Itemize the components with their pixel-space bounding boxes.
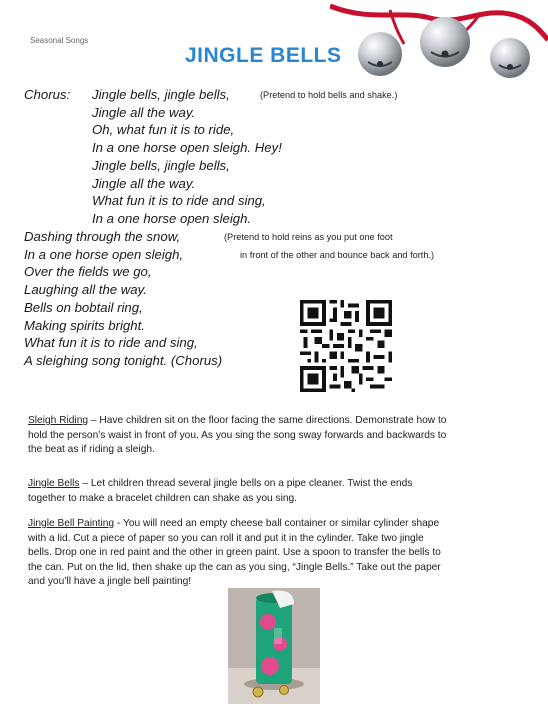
jingle-bells-illustration [330,0,548,80]
chorus-line-2: Jingle all the way. [92,104,196,120]
activity-text: together to make a bracelet children can shake as you sing. [28,492,297,504]
page-title: JINGLE BELLS [185,44,342,67]
chorus-line-6: Jingle all the way. [92,175,196,191]
activity-heading: Sleigh Riding [28,415,89,426]
activity-text: - You will need an empty cheese ball container or similar cylinder shape [114,518,440,529]
verse-line-4: Laughing all the way. [24,282,147,298]
activity-text: and you’ll have a jingle bell painting! [28,576,192,588]
verse-line-6: Making spirits bright. [24,317,145,333]
chorus-line-5: Jingle bells, jingle bells, [92,157,230,173]
activity-heading: Jingle Bells [28,478,80,489]
activity-text: with a lid. Cut a piece of paper so you can roll it and put it in the cylinder. Take two jingle [28,532,424,544]
activity-jingle-bells [28,477,528,506]
activity-heading: Jingle Bell Painting [28,518,115,529]
section-label: Seasonal Songs [30,36,89,45]
jingle-bell-craft-photo [228,588,320,704]
qr-code[interactable] [300,300,392,392]
chorus-line-4: In a one horse open sleigh. Hey! [92,140,282,156]
activity-text: – Have children sit on the floor facing the same directions. Demonstrate how to [88,415,447,426]
activity-text: – Let children thread several jingle bells on a pipe cleaner. Twist the ends [79,478,413,489]
verse-note-2: in front of the other and bounce back and forth.) [240,250,435,260]
activity-text: bells. Drop one in red paint and the other in green paint. Use a spoon to transfer the bells to [28,547,441,559]
chorus-label: Chorus: [24,87,71,102]
activity-text: the can. Put on the lid, then shake up the can as you sing, “Jingle Bells.” Take out the paper [28,561,441,573]
chorus-line-8: In a one horse open sleigh. [92,210,252,226]
chorus-line-1: Jingle bells, jingle bells, [92,87,230,102]
verse-line-3: Over the fields we go, [24,264,152,280]
chorus-note: (Pretend to hold bells and shake.) [260,90,398,100]
verse-note-1: (Pretend to hold reins as you put one foot [224,232,393,242]
activity-sleigh-riding [28,414,528,458]
verse-line-7: What fun it is to ride and sing, [24,335,198,351]
verse-line-8: A sleighing song tonight. (Chorus) [24,352,223,368]
verse-line-5: Bells on bobtail ring, [24,299,143,315]
verse-line-2: In a one horse open sleigh, [24,246,184,262]
activity-jingle-bell-painting [28,517,528,590]
verse-line-1: Dashing through the snow, [24,229,181,244]
activity-text: the beat as if riding a sleigh. [28,444,155,456]
chorus-line-3: Oh, what fun it is to ride, [92,122,235,138]
activity-text: hold the person’s waist in front of you. As you sing the song sway forwards and backwards to [28,429,447,441]
chorus-line-7: What fun it is to ride and sing, [92,193,266,209]
